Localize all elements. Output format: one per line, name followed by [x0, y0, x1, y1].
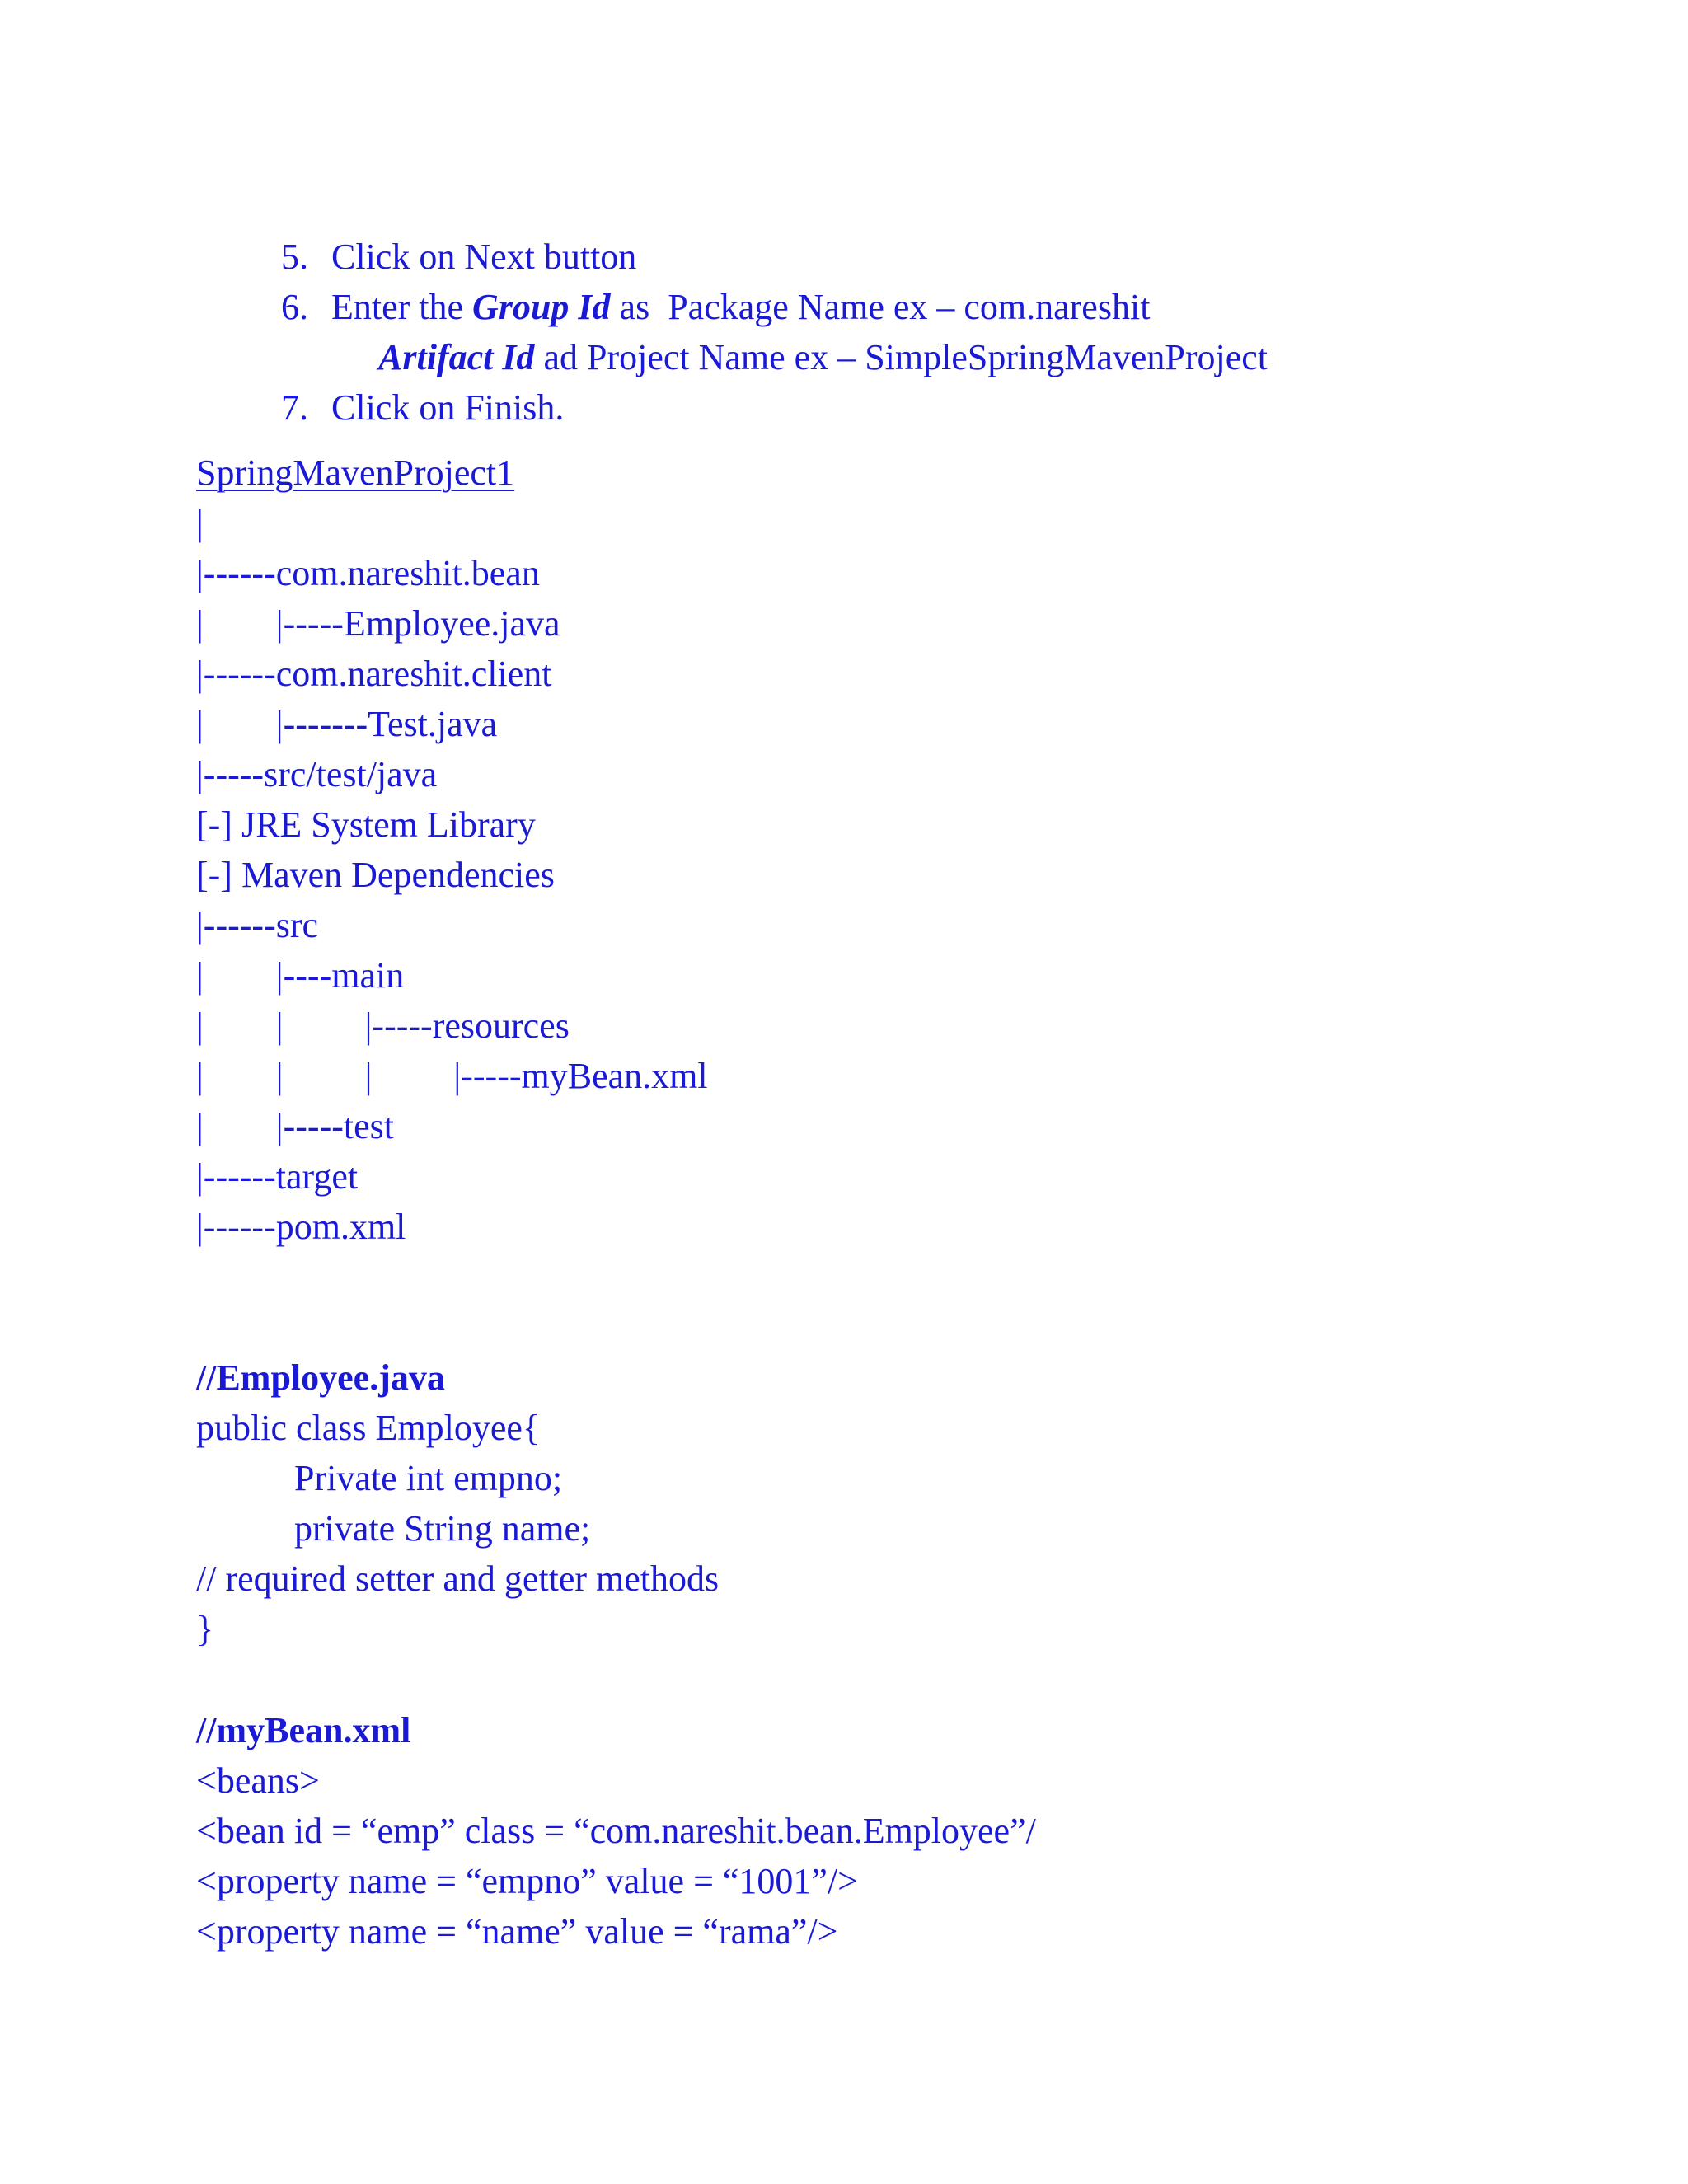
tree-line: |------target — [196, 1156, 359, 1197]
code-line: <property name = “name” value = “rama”/> — [196, 1911, 838, 1952]
tree-root: SpringMavenProject1 — [196, 452, 515, 493]
step-6-text-pre: Enter the — [331, 287, 473, 327]
step-7-text: Click on Finish. — [331, 387, 565, 428]
step-6-number: 6. — [281, 287, 308, 327]
tree-line: [-] Maven Dependencies — [196, 855, 555, 895]
tree-line: |------com.nareshit.client — [196, 654, 552, 694]
code-line: <property name = “empno” value = “1001”/> — [196, 1861, 858, 1901]
code-line: private String name; — [294, 1508, 591, 1549]
step-5-text: Click on Next button — [331, 237, 637, 277]
tree-line: |------com.nareshit.bean — [196, 553, 540, 593]
step-5-number: 5. — [281, 237, 308, 277]
tree-line: |------pom.xml — [196, 1207, 406, 1247]
tree-line: [-] JRE System Library — [196, 804, 536, 845]
tree-line: | | |-----resources — [196, 1005, 570, 1046]
step-6-artifact-id: Artifact Id — [378, 337, 535, 377]
tree-line: | | | |-----myBean.xml — [196, 1056, 708, 1096]
step-6-group-id: Group Id — [472, 287, 611, 327]
tree-line: | — [196, 503, 204, 543]
code-line: <beans> — [196, 1760, 320, 1801]
step-7-number: 7. — [281, 387, 308, 428]
code-line: // required setter and getter methods — [196, 1558, 720, 1599]
tree-line: | |-----test — [196, 1106, 394, 1146]
code-line: <bean id = “emp” class = “com.nareshit.bean.Employee”/ — [196, 1811, 1036, 1851]
step-6-text-post: as Package Name ex – com.nareshit — [610, 287, 1151, 327]
tree-line: |------src — [196, 905, 319, 945]
step-6-continuation-text: ad Project Name ex – SimpleSpringMavenProject — [534, 337, 1268, 377]
tree-line: | |-------Test.java — [196, 704, 498, 744]
tree-line: |-----src/test/java — [196, 754, 438, 794]
code-line: } — [196, 1609, 214, 1649]
employee-heading: //Employee.java — [196, 1357, 445, 1398]
tree-line: | |----main — [196, 955, 405, 996]
mybean-heading: //myBean.xml — [196, 1710, 411, 1750]
code-line: Private int empno; — [294, 1458, 563, 1498]
tree-line: | |-----Employee.java — [196, 603, 560, 644]
code-line: public class Employee{ — [196, 1408, 541, 1448]
step-7 — [245, 354, 564, 462]
